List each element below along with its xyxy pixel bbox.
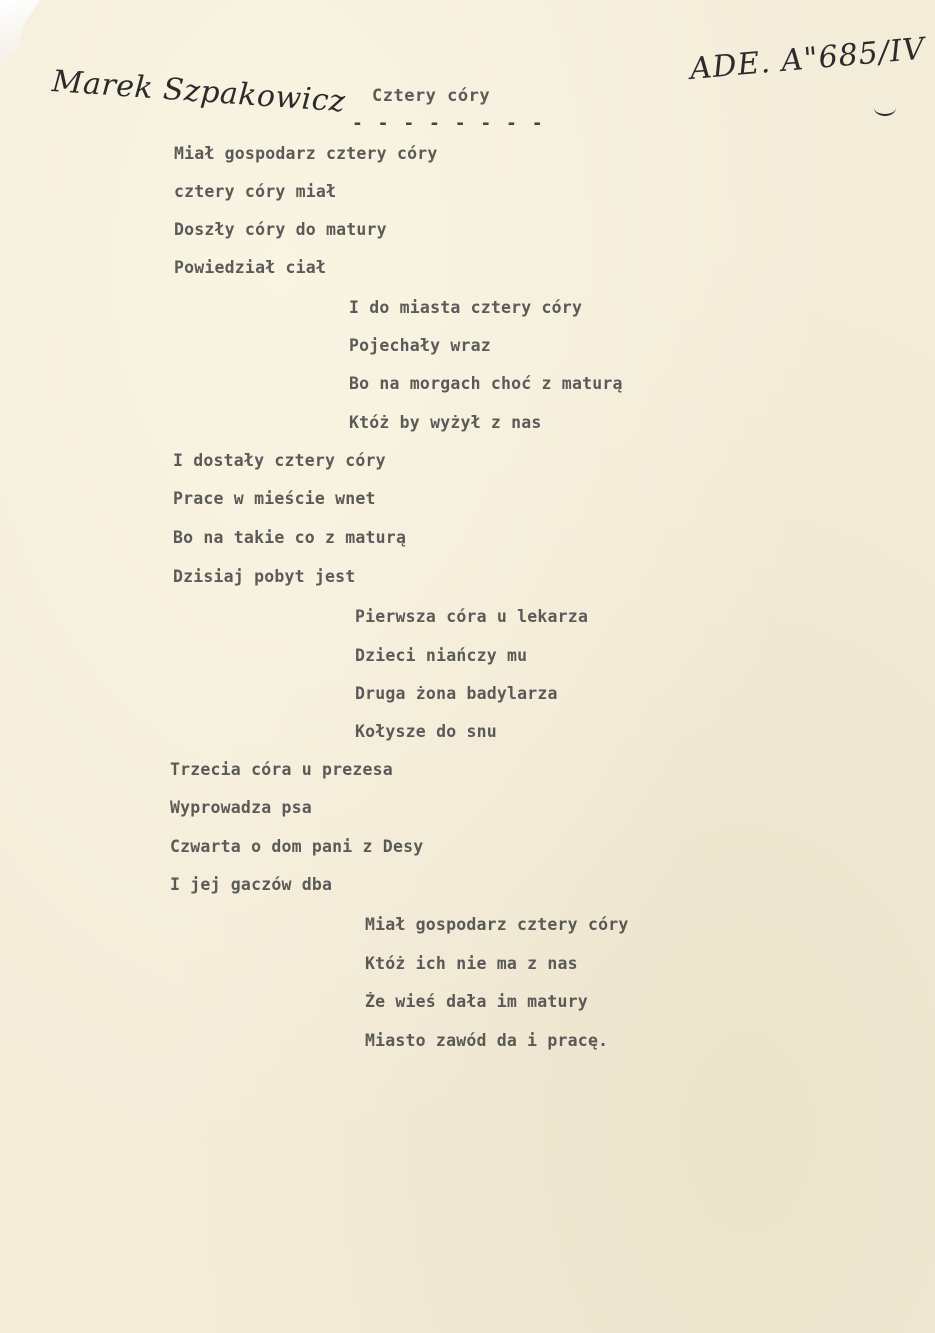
verse-line: Bo na morgach choć z maturą xyxy=(349,374,623,393)
verse-line: Doszły córy do matury xyxy=(174,220,387,239)
verse-line: Pojechały wraz xyxy=(349,336,491,355)
verse-line: Miał gospodarz cztery córy xyxy=(365,915,629,934)
verse-line: I jej gaczów dba xyxy=(170,875,333,894)
handwritten-archive-reference: ADE. A"685/IV xyxy=(688,31,927,87)
verse-line: Trzecia córa u prezesa xyxy=(170,760,393,779)
verse-line: cztery córy miał xyxy=(174,182,337,201)
verse-line: Czwarta o dom pani z Desy xyxy=(170,837,424,856)
title-underline: - - - - - - - - xyxy=(352,113,545,134)
verse-line: Kołysze do snu xyxy=(355,722,497,741)
verse-line: Któż ich nie ma z nas xyxy=(365,954,578,973)
verse-line: I dostały cztery córy xyxy=(173,451,386,470)
verse-line: Dzieci niańczy mu xyxy=(355,646,528,665)
verse-line: Prace w mieście wnet xyxy=(173,489,376,508)
verse-line: Powiedział ciał xyxy=(174,258,327,277)
verse-line: Druga żona badylarza xyxy=(355,684,558,703)
verse-line: Wyprowadza psa xyxy=(170,798,312,817)
verse-line: Miał gospodarz cztery córy xyxy=(174,144,438,163)
verse-line: Pierwsza córa u lekarza xyxy=(355,607,589,626)
verse-line: Bo na takie co z maturą xyxy=(173,528,407,547)
verse-line: I do miasta cztery córy xyxy=(349,298,583,317)
handwritten-annotation-left: Marek Szpakowicz xyxy=(50,64,347,120)
verse-line: Że wieś dała im matury xyxy=(365,992,588,1011)
verse-line: Miasto zawód da i pracę. xyxy=(365,1031,609,1050)
verse-line: Któż by wyżył z nas xyxy=(349,413,542,432)
poem-title: Cztery córy xyxy=(372,86,491,106)
verse-line: Dzisiaj pobyt jest xyxy=(173,567,356,586)
